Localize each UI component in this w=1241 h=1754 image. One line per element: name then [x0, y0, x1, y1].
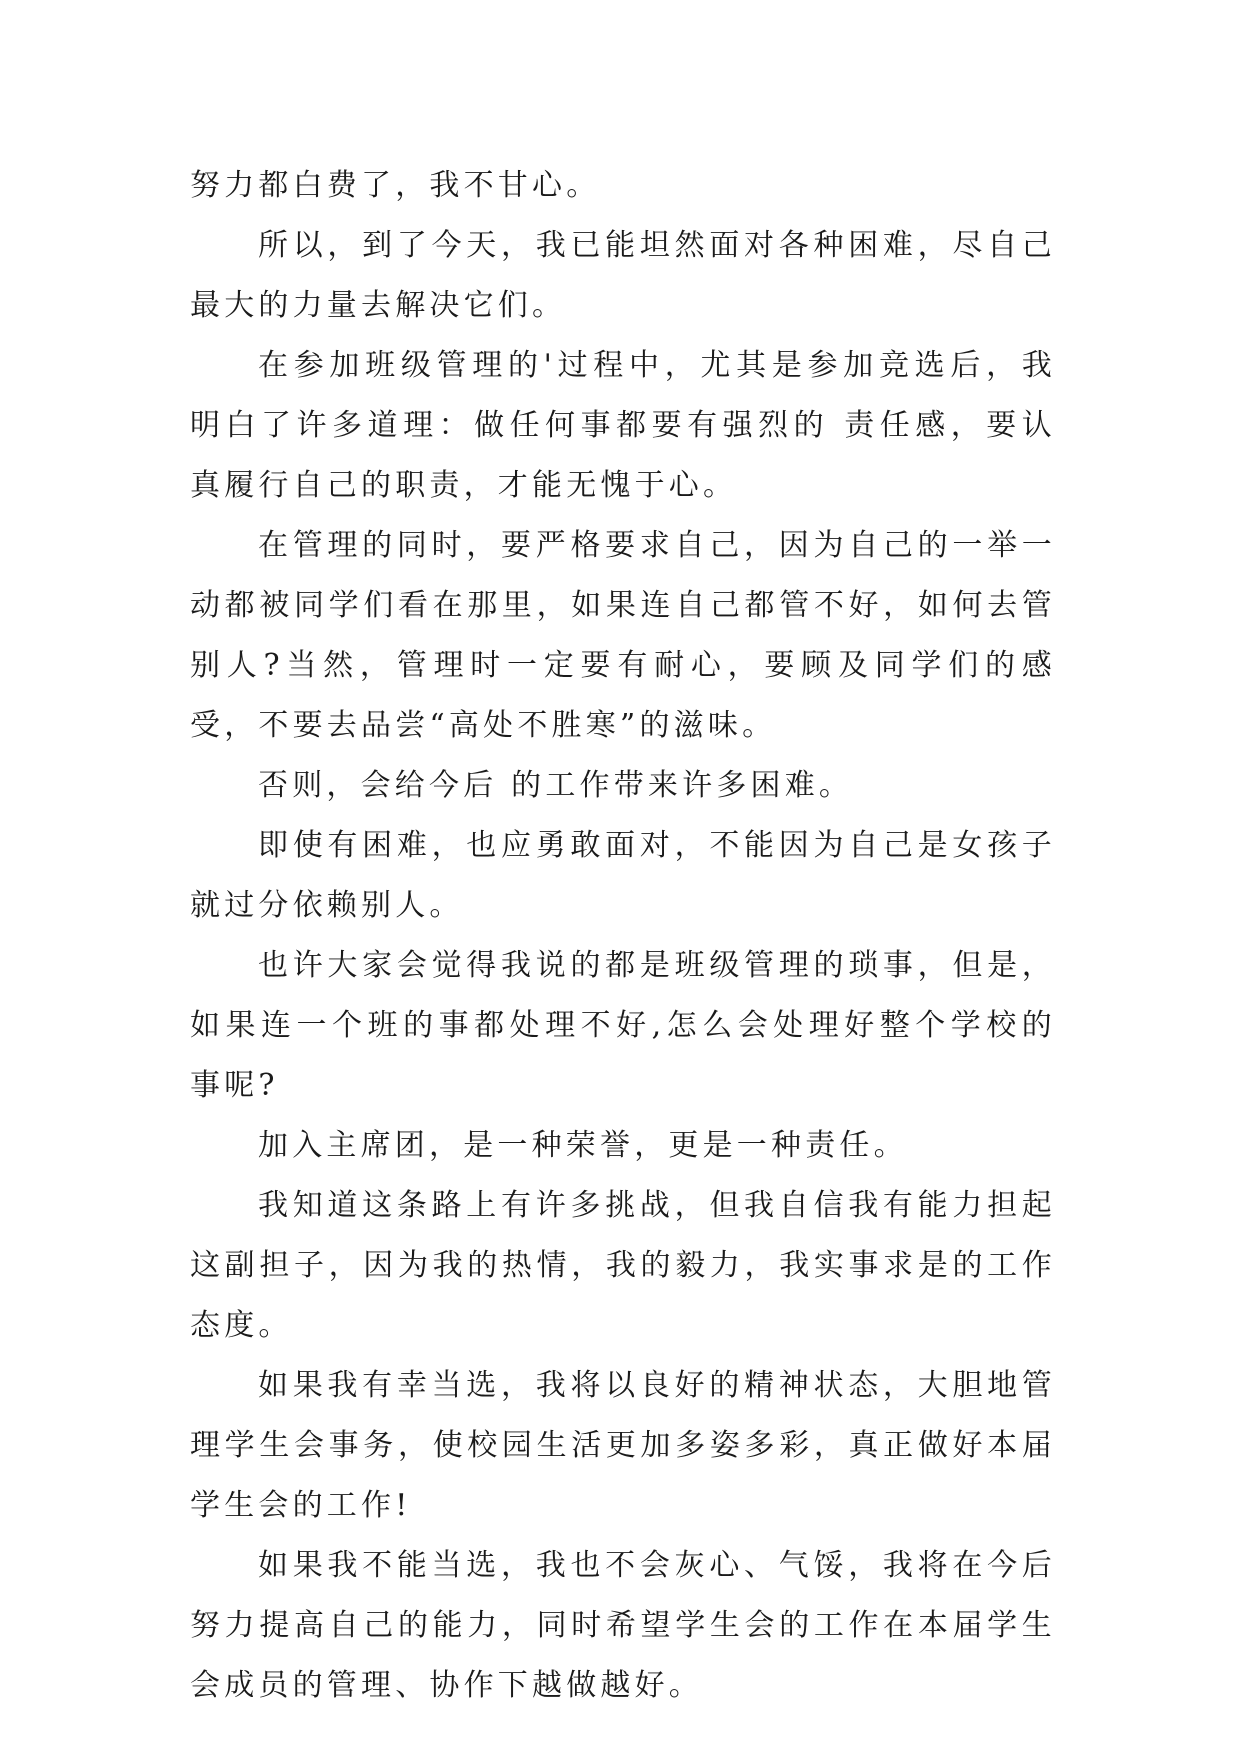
paragraph: 加入主席团，是一种荣誉，更是一种责任。: [258, 1128, 908, 1163]
body-text: [190, 156, 1056, 1716]
paragraph: 所以，到了今天，我已能坦然面对各种困难，尽自己最大的力量去解决它们。: [190, 228, 1056, 323]
paragraph-continuation: 努力都白费了，我不甘心。: [190, 168, 601, 203]
paragraph: 也许大家会觉得我说的都是班级管理的琐事，但是，如果连一个班的事都处理不好,怎么会处理好整个学校的事呢?: [190, 948, 1056, 1103]
paragraph: 否则，会给今后 的工作带来许多困难。: [258, 768, 854, 803]
paragraph: 如果我不能当选，我也不会灰心、气馁，我将在今后努力提高自己的能力，同时希望学生会的工作在本届学生会成员的管理、协作下越做越好。: [190, 1548, 1056, 1703]
paragraph: 在管理的同时，要严格要求自己，因为自己的一举一动都被同学们看在那里，如果连自己都管不好，如何去管别人?当然，管理时一定要有耐心，要顾及同学们的感受，不要去品尝“高处不胜寒”的滋味。: [190, 528, 1056, 743]
paragraph: 如果我有幸当选，我将以良好的精神状态，大胆地管理学生会事务，使校园生活更加多姿多彩，真正做好本届学生会的工作!: [190, 1368, 1056, 1523]
paragraph: 我知道这条路上有许多挑战，但我自信我有能力担起这副担子，因为我的热情，我的毅力，我实事求是的工作态度。: [190, 1188, 1056, 1343]
paragraph: 在参加班级管理的'过程中，尤其是参加竞选后，我明白了许多道理：做任何事都要有强烈的 责任感，要认真履行自己的职责，才能无愧于心。: [190, 348, 1056, 503]
paragraph: 即使有困难，也应勇敢面对，不能因为自己是女孩子就过分依赖别人。: [190, 828, 1056, 923]
